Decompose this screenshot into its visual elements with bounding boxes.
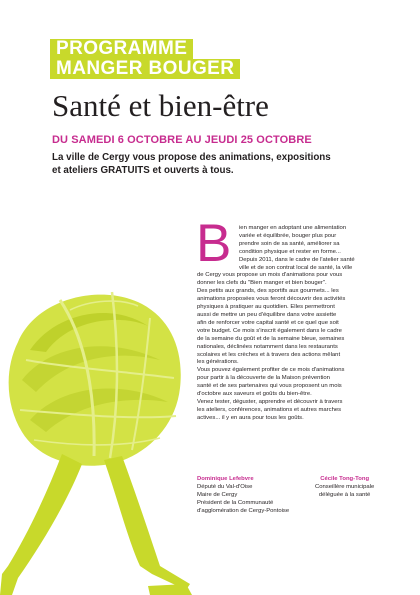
signatory-name: Dominique Lefebvre (197, 476, 254, 482)
intro-line: La ville de Cergy vous propose des animations, expositions (52, 152, 331, 163)
body-line: physiques à pratiquer au quotidien. Elles permettront (197, 304, 335, 311)
body-line: condition physique et rester en forme... (239, 248, 341, 255)
page-title: Santé et bien-être (52, 88, 269, 123)
intro-paragraph (52, 151, 352, 177)
running-legs (0, 454, 192, 595)
signature-right (315, 476, 374, 500)
signatory-role: d'agglomération de Cergy-Pontoise (197, 507, 290, 514)
body-line: les générations. (197, 359, 239, 366)
body-text (197, 225, 377, 423)
body-line: Depuis 2011, dans le cadre de l'atelier santé (239, 256, 355, 263)
body-line: pour partir à la découverte de la Maison prévention (197, 375, 330, 382)
signatory-role: déléguée à la santé (318, 491, 371, 498)
program-banner-line1: PROGRAMME (50, 39, 193, 59)
body-line: Des petits aux grands, des sportifs aux gourmets... les (197, 288, 339, 295)
body-line: d'octobre aux saveurs et goûts du bien-être. (197, 391, 312, 398)
body-line: santé et de ses partenaires qui vous proposent un mois (197, 383, 342, 390)
signatory-role: Président de la Communauté (197, 499, 274, 506)
body-line: de la semaine du goût et de la semaine bleue, semaines (197, 335, 345, 342)
body-line: ien manger en adoptant une alimentation (239, 225, 347, 231)
body-line: ville et de son contrat local de santé, la ville (239, 264, 353, 271)
signature-left (197, 476, 289, 516)
intro-line: et ateliers GRATUITS et ouverts à tous. (52, 165, 234, 176)
body-line: animations proposées vous feront découvrir des activités (197, 296, 346, 303)
body-line: aussi de mettre un peu d'équilibre dans votre assiette (197, 311, 337, 318)
body-line: votre budget. Ce mois s'inscrit également dans le cadre (197, 327, 342, 334)
signatory-role: Député du Val-d'Oise (197, 483, 253, 490)
body-line: actives... il y en aura pour tous les goûts. (197, 414, 304, 421)
body-line: scolaires et les crèches et à travers des actions mêlant (197, 351, 341, 358)
cabbage-icon (9, 292, 181, 466)
signatory-role: Maire de Cergy (197, 491, 238, 498)
body-line: donner les clefs du "Bien manger et bien bouger". (197, 280, 327, 287)
body-line: Venez tester, déguster, apprendre et découvrir à travers (197, 398, 343, 405)
body-line: variée et équilibrée, bouger plus pour (239, 232, 337, 239)
signatory-name: Cécile Tong-Tong (320, 476, 370, 482)
drop-cap: B (196, 214, 232, 273)
signatory-role: Conseillère municipale (315, 483, 375, 490)
program-banner-line2: MANGER BOUGER (50, 59, 240, 79)
body-line: afin de renforcer votre capital santé et ce quel que soit (197, 319, 339, 326)
body-line: prendre soin de sa santé, améliorer sa (239, 240, 340, 247)
body-line: nationales, déclinées notamment dans les restaurants (197, 343, 338, 350)
event-dates: DU SAMEDI 6 OCTOBRE AU JEUDI 25 OCTOBRE (52, 134, 312, 146)
body-line: les ateliers, conférences, animations et autres marches (197, 406, 342, 413)
body-line: Vous pouvez également profiter de ce mois d'animations (197, 367, 345, 374)
body-line: de Cergy vous propose un mois d'animations pour vous (197, 272, 343, 279)
